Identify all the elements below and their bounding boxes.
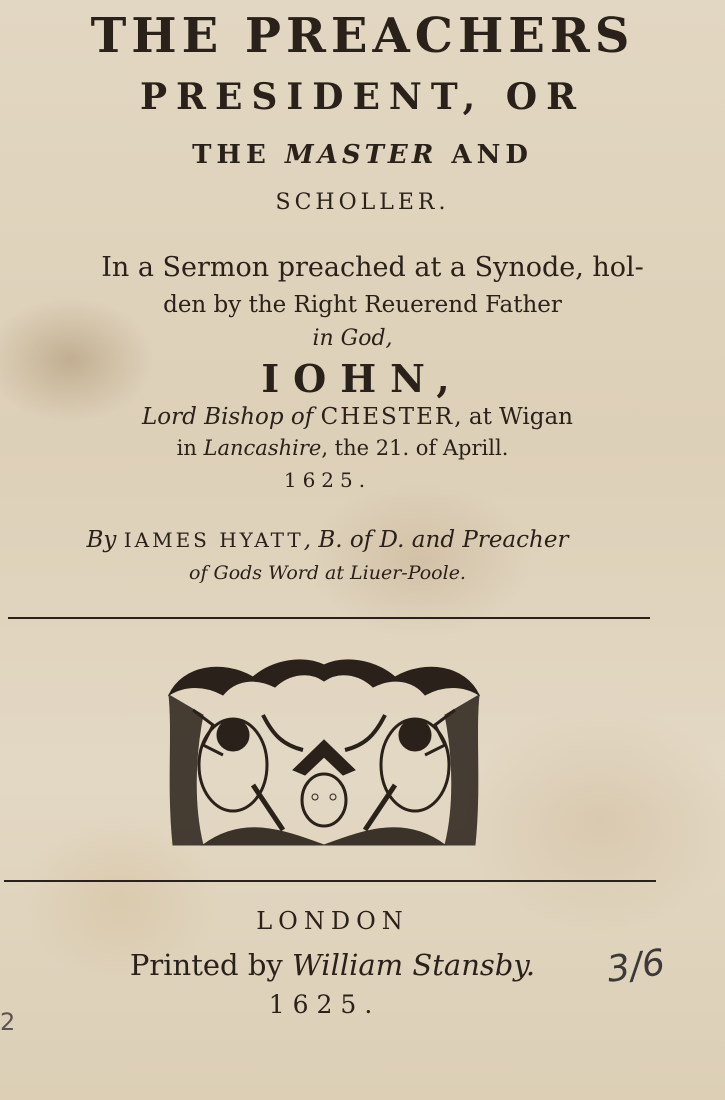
title-line-2: PRESIDENT, OR [139, 76, 585, 118]
divider-rule-bottom [4, 880, 656, 882]
sermon-line-4: IOHN, [261, 356, 464, 401]
author-line-1-a: By [86, 527, 124, 553]
sermon-line-6 [0, 436, 705, 460]
author-line-1 [0, 527, 690, 553]
author-name: IAMES HYATT [123, 528, 304, 552]
title-line-3-b: MASTER [284, 140, 438, 170]
title-line-4: SCHOLLER. [275, 190, 450, 215]
manuscript-price-note: 3/6 [604, 942, 668, 991]
imprint-year: 1625. [268, 990, 381, 1019]
sermon-line-1: In a Sermon preached at a Synode, hol- [101, 252, 644, 283]
divider-rule-top [8, 617, 650, 619]
title-line-1: THE PREACHERS [90, 8, 635, 64]
sermon-year: 1625. [283, 468, 372, 492]
sermon-line-5-c: , at Wigan [454, 404, 573, 430]
sermon-line-5 [0, 404, 720, 430]
title-line-3-a: THE [192, 140, 285, 170]
sermon-line-2: den by the Right Reuerend Father [163, 292, 562, 318]
imprint-city: LONDON [256, 907, 409, 935]
sermon-line-6-c: , the 21. of Aprill. [321, 436, 509, 460]
author-line-2: of Gods Word at Liuer-Poole. [189, 562, 466, 584]
printers-ornament-woodcut [163, 655, 485, 855]
title-line-3-c: AND [437, 140, 533, 170]
sermon-line-3: in God, [312, 326, 393, 351]
imprint-printer-b: William Stansby. [292, 948, 536, 982]
sermon-line-5-b: CHESTER [320, 404, 455, 430]
sermon-line-5-a: Lord Bishop of [142, 404, 321, 430]
manuscript-margin-mark: 2 [0, 1008, 16, 1036]
author-line-1-c: , B. of D. and Preacher [303, 527, 569, 553]
imprint-printer-a: Printed by [129, 948, 292, 982]
imprint-printer [0, 948, 695, 982]
sermon-line-6-b: Lancashire [203, 436, 322, 460]
title-line-3 [0, 140, 725, 170]
sermon-line-6-a: in [176, 436, 204, 460]
